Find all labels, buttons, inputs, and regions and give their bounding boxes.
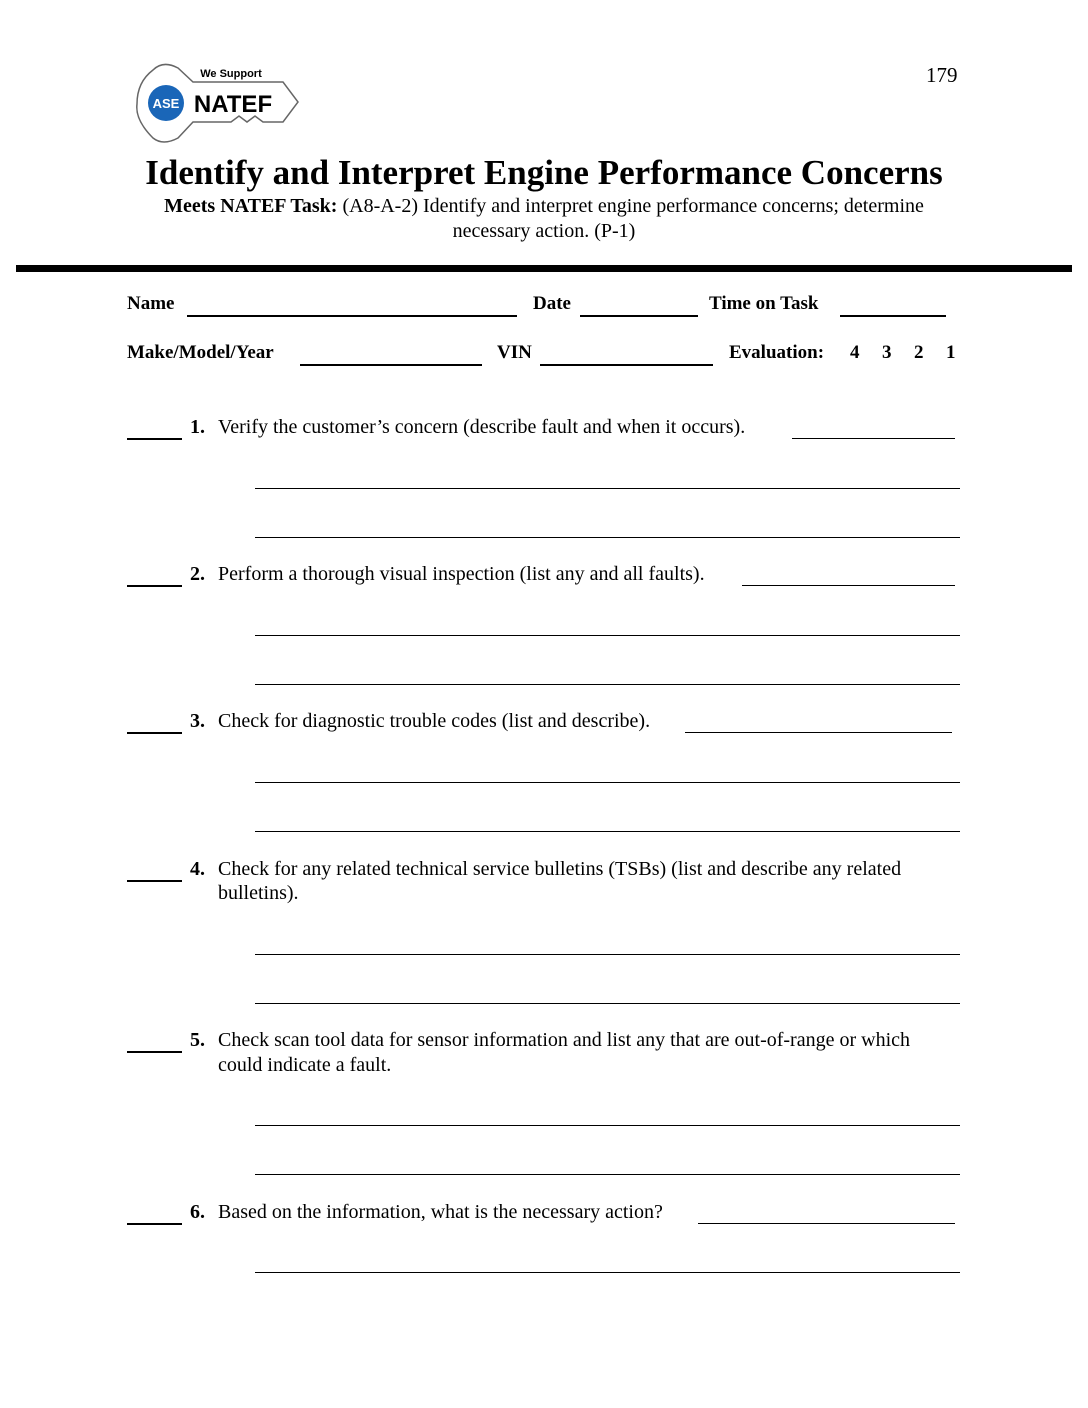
natef-logo <box>133 60 303 148</box>
item-2-answer-line[interactable] <box>255 684 960 685</box>
score-4[interactable]: 4 <box>850 342 860 363</box>
item-4-answer-line[interactable] <box>255 1003 960 1004</box>
item-5-number: 5. <box>190 1029 205 1051</box>
score-2[interactable]: 2 <box>914 342 924 363</box>
item-4-text-cont: bulletins). <box>218 882 299 904</box>
time-on-task-field[interactable] <box>840 315 946 317</box>
item-5-text-cont: could indicate a fault. <box>218 1054 392 1076</box>
item-1-answer-line[interactable] <box>255 537 960 538</box>
name-field[interactable] <box>187 315 517 317</box>
item-3-answer-line[interactable] <box>255 831 960 832</box>
name-label: Name <box>127 293 175 314</box>
item-2-answer-line[interactable] <box>742 585 955 586</box>
item-3-number: 3. <box>190 710 205 732</box>
time-on-task-label: Time on Task <box>709 293 819 314</box>
item-4-check-field[interactable] <box>127 880 182 882</box>
vin-field[interactable] <box>540 364 713 366</box>
make-model-year-label: Make/Model/Year <box>127 342 274 363</box>
date-label: Date <box>533 293 571 314</box>
task-label: Meets NATEF Task: <box>164 195 338 217</box>
item-5-text: Check scan tool data for sensor information and list any that are out-of-range or which <box>218 1029 911 1051</box>
item-2-number: 2. <box>190 563 205 585</box>
item-4-text: Check for any related technical service bulletins (TSBs) (list and describe any related <box>218 858 902 880</box>
item-5-answer-line[interactable] <box>255 1174 960 1175</box>
item-1-answer-line[interactable] <box>255 488 960 489</box>
svg-text:NATEF: NATEF <box>193 91 273 118</box>
make-model-year-field[interactable] <box>300 364 482 366</box>
page-title: Identify and Interpret Engine Performance Concerns <box>145 153 943 192</box>
item-4-number: 4. <box>190 858 205 880</box>
task-subtitle-line2: necessary action. (P-1) <box>452 220 636 242</box>
item-1-answer-line[interactable] <box>792 438 955 439</box>
item-2-answer-line[interactable] <box>255 635 960 636</box>
evaluation-label: Evaluation: <box>729 342 825 363</box>
score-3[interactable]: 3 <box>882 342 892 363</box>
score-1[interactable]: 1 <box>946 342 956 363</box>
item-5-answer-line[interactable] <box>255 1125 960 1126</box>
item-3-check-field[interactable] <box>127 732 182 734</box>
item-1-text: Verify the customer’s concern (describe fault and when it occurs). <box>218 416 746 438</box>
item-5-check-field[interactable] <box>127 1051 182 1053</box>
item-1-check-field[interactable] <box>127 438 182 440</box>
item-6-check-field[interactable] <box>127 1223 182 1225</box>
date-field[interactable] <box>580 315 698 317</box>
item-6-number: 6. <box>190 1201 205 1223</box>
task-subtitle <box>0 195 1088 218</box>
vin-label: VIN <box>497 342 532 363</box>
item-6-answer-line[interactable] <box>698 1223 955 1224</box>
item-3-answer-line[interactable] <box>255 782 960 783</box>
page-number: 179 <box>926 63 958 87</box>
divider <box>16 265 1072 272</box>
item-2-check-field[interactable] <box>127 585 182 587</box>
svg-text:We Support: We Support <box>200 68 262 80</box>
svg-text:ASE: ASE <box>152 96 180 111</box>
item-2-text: Perform a thorough visual inspection (list any and all faults). <box>218 563 705 585</box>
item-6-answer-line[interactable] <box>255 1272 960 1273</box>
item-3-answer-line[interactable] <box>685 732 952 733</box>
task-text: (A8-A-2) Identify and interpret engine performance concerns; determine <box>337 195 924 217</box>
item-1-number: 1. <box>190 416 205 438</box>
item-6-text: Based on the information, what is the necessary action? <box>218 1201 663 1223</box>
item-3-text: Check for diagnostic trouble codes (list and describe). <box>218 710 651 732</box>
item-4-answer-line[interactable] <box>255 954 960 955</box>
